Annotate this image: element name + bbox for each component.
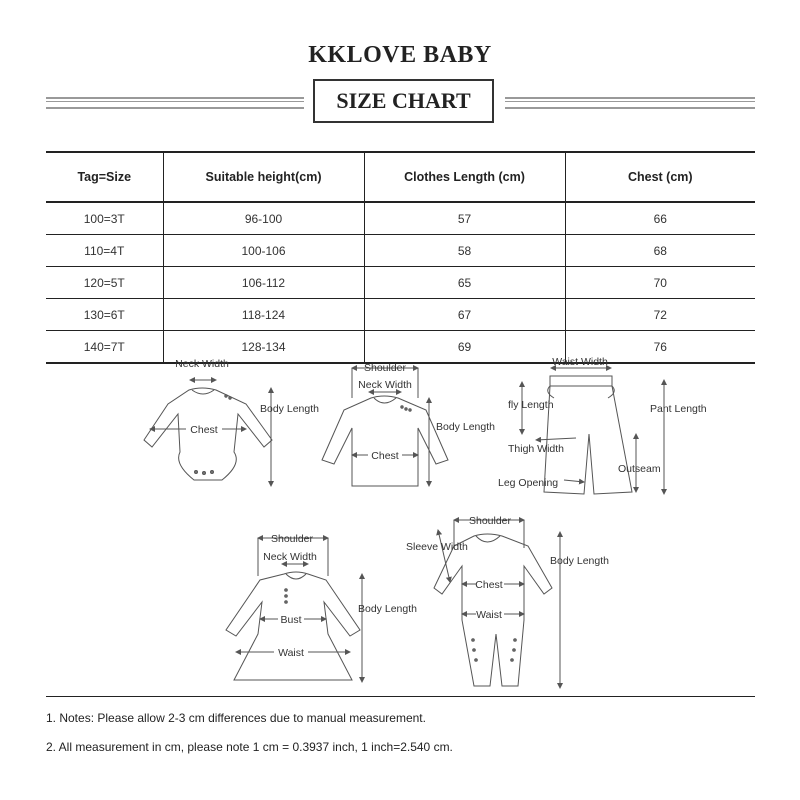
bodysuit-body-length-label <box>260 403 319 415</box>
cell-clothes-length: 58 <box>364 235 565 267</box>
romper-chest-label: Chest <box>475 579 503 591</box>
cell-height: 118-124 <box>163 299 364 331</box>
header-tag-size: Tag=Size <box>46 152 163 202</box>
cell-clothes-length: 67 <box>364 299 565 331</box>
bodysuit-neck-width-label: Neck Width <box>175 358 229 370</box>
cell-chest: 76 <box>565 331 755 364</box>
romper-body-length-label: Body Length <box>550 555 609 567</box>
tshirt-body-length-label: Body Length <box>436 421 495 433</box>
pants-fly-length-label: fly Length <box>508 399 554 411</box>
measurement-diagrams <box>46 352 755 697</box>
brand-name: KKLOVE BABY <box>308 42 492 68</box>
header-clothes-length: Clothes Length (cm) <box>364 152 565 202</box>
bodysuit-chest-label: Chest <box>190 424 218 436</box>
cell-tag-size: 140=7T <box>46 331 163 364</box>
cell-clothes-length: 65 <box>364 267 565 299</box>
table-row <box>46 235 755 267</box>
cell-chest: 68 <box>565 235 755 267</box>
dress-waist-label: Waist <box>278 647 304 659</box>
header-chest: Chest (cm) <box>565 152 755 202</box>
dress-neck-width-label: Neck Width <box>263 551 317 563</box>
pants-waist-width-label: Waist Width <box>552 356 608 368</box>
tshirt-shoulder-label: Shoulder <box>363 362 407 374</box>
cell-chest: 72 <box>565 299 755 331</box>
page-title: SIZE CHART <box>313 79 494 123</box>
table-row <box>46 202 755 235</box>
tshirt-neck-width-label: Neck Width <box>358 379 412 391</box>
romper-diagram <box>406 515 609 688</box>
pants-leg-opening-label: Leg Opening <box>498 477 559 489</box>
romper-waist-label: Waist <box>476 609 502 621</box>
bodysuit-body-length-text: Body Length <box>260 403 319 415</box>
note-measurement-tolerance: 1. Notes: Please allow 2-3 cm differences due to manual measurement. <box>46 711 426 725</box>
cell-chest: 70 <box>565 267 755 299</box>
cell-tag-size: 130=6T <box>46 299 163 331</box>
bodysuit-diagram <box>144 358 319 486</box>
romper-sleeve-width-label: Sleeve Width <box>406 541 468 553</box>
note-unit-conversion: 2. All measurement in cm, please note 1 cm = 0.3937 inch, 1 inch=2.540 cm. <box>46 740 453 754</box>
tshirt-chest-label: Chest <box>371 450 399 462</box>
dress-bust-label: Bust <box>280 614 302 626</box>
cell-height: 96-100 <box>163 202 364 235</box>
pants-diagram <box>498 356 707 494</box>
tshirt-diagram <box>322 362 495 486</box>
cell-clothes-length: 57 <box>364 202 565 235</box>
header-suitable-height: Suitable height(cm) <box>163 152 364 202</box>
romper-shoulder-label: Shoulder <box>468 515 512 527</box>
pants-thigh-width-label: Thigh Width <box>508 443 565 455</box>
dress-shoulder-label: Shoulder <box>270 533 314 545</box>
table-header-row <box>46 152 755 202</box>
cell-height: 100-106 <box>163 235 364 267</box>
notes-divider <box>46 696 755 697</box>
table-row <box>46 267 755 299</box>
title-divider-right <box>505 97 755 109</box>
pants-outseam-label: Outseam <box>618 463 661 475</box>
dress-diagram <box>226 533 417 682</box>
cell-tag-size: 110=4T <box>46 235 163 267</box>
cell-height: 106-112 <box>163 267 364 299</box>
size-table <box>46 151 755 364</box>
pants-pant-length-label: Pant Length <box>650 403 707 415</box>
cell-tag-size: 100=3T <box>46 202 163 235</box>
title-divider-left <box>46 97 304 109</box>
cell-tag-size: 120=5T <box>46 267 163 299</box>
cell-height: 128-134 <box>163 331 364 364</box>
dress-body-length-label: Body Length <box>358 603 417 615</box>
cell-chest: 66 <box>565 202 755 235</box>
table-row <box>46 299 755 331</box>
cell-clothes-length: 69 <box>364 331 565 364</box>
